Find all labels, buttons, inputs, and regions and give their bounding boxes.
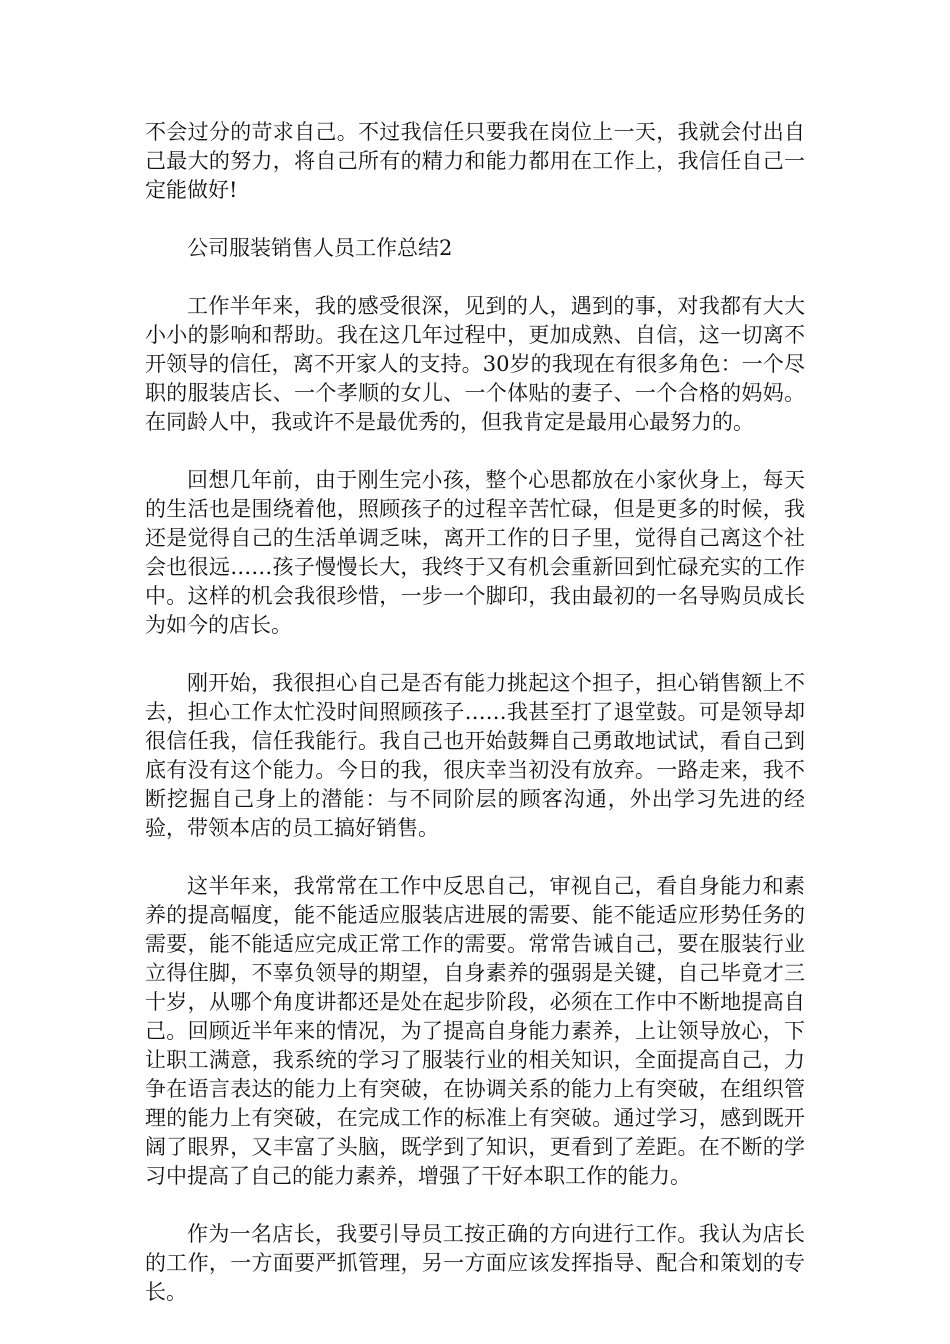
paragraph-3: 刚开始，我很担心自己是否有能力挑起这个担子，担心销售额上不去，担心工作太忙没时间照顾孩子……我甚至打了退堂鼓。可是领导却很信任我，信任我能行。我自己也开始鼓舞自己勇敢地试试，看自己到底有没有这个能力。今日的我，很庆幸当初没有放弃。一路走来，我不断挖掘自己身上的潜能：与不同阶层的顾客沟通，外出学习先进的经验，带领本店的员工搞好销售。 [145,671,805,840]
document-body [145,118,805,1336]
paragraph-1: 工作半年来，我的感受很深，见到的人，遇到的事，对我都有大大小小的影响和帮助。我在这几年过程中，更加成熟、自信，这一切离不开领导的信任，离不开家人的支持。30岁的我现在有很多角色：一个尽职的服装店长、一个孝顺的女儿、一个体贴的妻子、一个合格的妈妈。在同龄人中，我或许不是最优秀的，但我肯定是最用心最努力的。 [145,294,805,434]
paragraph-5: 作为一名店长，我要引导员工按正确的方向进行工作。我认为店长的工作，一方面要严抓管理，另一方面应该发挥指导、配合和策划的专长。 [145,1222,805,1304]
paragraph-2: 回想几年前，由于刚生完小孩，整个心思都放在小家伙身上，每天的生活也是围绕着他，照顾孩子的过程辛苦忙碌，但是更多的时候，我还是觉得自己的生活单调乏味，离开工作的日子里，觉得自己离这个社会也很远……孩子慢慢长大，我终于又有机会重新回到忙碌充实的工作中。这样的机会我很珍惜，一步一个脚印，我由最初的一名导购员成长为如今的店长。 [145,468,805,637]
paragraph-continued: 不会过分的苛求自己。不过我信任只要我在岗位上一天，我就会付出自己最大的努力，将自己所有的精力和能力都用在工作上，我信任自己一定能做好! [145,120,805,202]
paragraph-4: 这半年来，我常常在工作中反思自己，审视自己，看自身能力和素养的提高幅度，能不能适应服装店进展的需要、能不能适应形势任务的需要，能不能适应完成正常工作的需要。常常告诫自己，要在服装行业立得住脚，不辜负领导的期望，自身素养的强弱是关键，自己毕竟才三十岁，从哪个角度讲都还是处在起步阶段，必须在工作中不断地提高自己。回顾近半年来的情况，为了提高自身能力素养，上让领导放心，下让职工满意，我系统的学习了服装行业的相关知识，全面提高自己，力争在语言表达的能力上有突破，在协调关系的能力上有突破，在组织管理的能力上有突破，在完成工作的标准上有突破。通过学习，感到既开阔了眼界，又丰富了头脑，既学到了知识，更看到了差距。在不断的学习中提高了自己的能力素养，增强了干好本职工作的能力。 [145,874,805,1188]
section-heading: 公司服装销售人员工作总结2 [187,236,453,260]
